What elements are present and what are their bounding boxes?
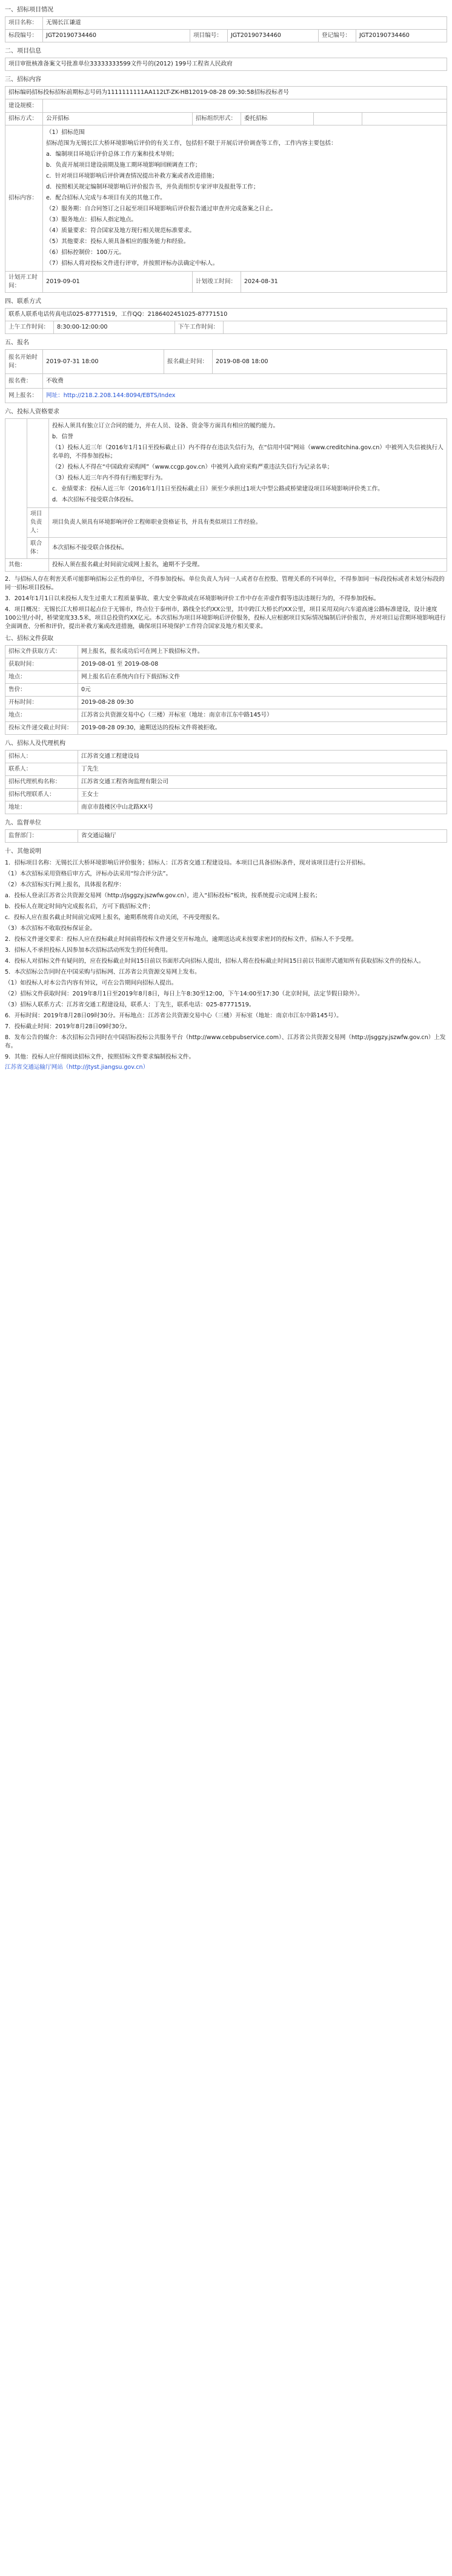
plan-end-value: 2024-08-31 [241,272,447,293]
bid-no-label: 项目编号： [190,30,227,42]
fee-value: 不收费 [43,374,447,389]
content-item: （6）招标控制价：100万元。 [46,249,125,256]
note-paragraph: （2）招标文件获取时间：2019年8月1日至2019年8月8日，每日上午8:30至12:00，下午14:00至17:30（北京时间，法定节假日除外）。 [5,991,364,997]
note-paragraph: 3．2014年1月1日以来投标人发生过重大工程质量事故、重大安全事故或在环境影响评价工作中存在弄虚作假等违法违规行为的，不得参加投标。 [5,595,380,602]
section-10-title: 十、其他说明 [5,848,41,855]
content-block [43,125,447,272]
qual-item: 投标人须具有独立订立合同的能力，并在人员、设备、资金等方面具有相应的履约能力。 [52,423,279,429]
note-paragraph: （3）招标人联系方式：江苏省交通工程建设局，联系人：丁先生，联系电话：025-87771519。 [5,1002,255,1008]
tenderer-row-value: 丁先生 [78,763,447,776]
method-label: 招标方式： [5,113,43,125]
reg-no-value: JGT20190734460 [356,30,447,42]
content-item: （5）其他要求：投标人须具备相应的服务能力和经验。 [46,238,190,245]
org-label: 招标组织形式： [192,113,241,125]
note-paragraph: a．投标人登录江苏省公共资源交易网（http://jsggzy.jszwfw.gov.cn），进入“招标投标”板块，按系统提示完成网上报名； [5,892,321,899]
online-label: 网上报名： [5,389,43,403]
note-paragraph: b．投标人在规定时间内完成报名后，方可下载招标文件； [5,903,154,910]
acquisition-row-label: 投标文件递交截止时间： [5,722,78,735]
reg-end-value: 2019-08-08 18:00 [213,350,447,374]
pm-value [224,321,447,334]
approval-table [5,58,447,71]
acquisition-row-value: 2019-08-28 09:30 [78,697,447,709]
acquisition-row-label: 地点： [5,709,78,722]
acquisition-row [5,684,447,697]
tenderer-row-value: 南京市鼓楼区中山北路XX号 [78,801,447,814]
joint-text: 本次招标不接受联合体投标。 [49,538,447,559]
qual-item: （2）投标人不得在“中国政府采购网”（www.ccgp.gov.cn）中被列入政府采购严重违法失信行为记录名单； [52,464,333,470]
plan-start-label: 计划开工时间： [5,272,43,293]
qual-item: d．本次招标不接受联合体投标。 [52,497,138,503]
acquisition-row-value: 网上报名，报名成功后可在网上下载招标文件。 [78,646,447,658]
acquisition-row [5,671,447,684]
pm-label: 下午工作时间： [175,321,224,334]
note-paragraph: 1．招标项目名称：无锡长江大桥环境影响后评价服务；招标人：江苏省交通工程建设局。本项目已具备招标条件，现对该项目进行公开招标。 [5,860,369,866]
section-no-value: JGT20190734460 [43,30,190,42]
tenderer-row [5,776,447,789]
note-paragraph: 3．招标人不承担投标人因参加本次招标活动所发生的任何费用。 [5,947,171,954]
qual-items-label [27,419,49,508]
section-6-title: 六、投标人资格要求 [5,409,59,415]
tenderer-row [5,801,447,814]
acquisition-row-value: 2019-08-01 至 2019-08-08 [78,658,447,671]
section-no-label: 标段编号： [5,30,43,42]
tenderer-row [5,789,447,801]
joint-label: 联合体： [27,538,49,559]
fee-label: 报名费： [5,374,43,389]
tenderer-row [5,763,447,776]
method-value: 公开招标 [43,113,193,125]
reg-end-label: 报名截止时间： [164,350,213,374]
note-paragraph: （1）本次招标采用资格后审方式，评标办法采用“综合评分法”。 [5,871,172,877]
bid-no-value: JGT20190734460 [227,30,318,42]
reg-start-label: 报名开始时间： [5,350,43,374]
acquisition-row-label: 招标文件获取方式： [5,646,78,658]
acquisition-row-value: 2019-08-28 09:30，逾期送达的投标文件将被拒收。 [78,722,447,735]
note-paragraph: 9．其他：投标人应仔细阅读招标文件，按照招标文件要求编制投标文件。 [5,1054,195,1060]
supervisor-table [5,829,447,843]
qual-item: （3）投标人近三年内不得有行贿犯罪行为。 [52,475,167,481]
acquisition-row [5,709,447,722]
section-7-title: 七、招标文件获取 [5,635,53,642]
qualification-notes [5,574,447,632]
content-item: a．编制项目环境后评价总体工作方案和技术导则； [46,151,178,158]
project-name-value: 无锡长江谦道 [43,17,447,30]
acquisition-row-value: 江苏省公共资源交易中心（三楼）开标室（地址：南京市江东中路145号） [78,709,447,722]
supervisor-label: 监督部门： [5,830,78,843]
content-item: （3）服务地点：招标人指定地点。 [46,216,138,223]
acquisition-row [5,646,447,658]
plan-end-label: 计划竣工时间： [192,272,241,293]
note-paragraph: 7．投标截止时间：2019年8月28日09时30分。 [5,1023,131,1030]
acquisition-row [5,722,447,735]
contact-line: 联系人联系电话传真电话025-87771519，工作QQ：2186402451025-87771510 [5,309,447,321]
other-notes [5,858,447,1072]
approval-text: 项目审批核准备案文号批准单位33333333599文件号的(2012) 199号工程省人民政府 [5,58,447,71]
project-name-label: 项目名称： [5,17,43,30]
scope-row: 招标编码招标投标招标前期标志号码为1111111111AA112LT-ZK-HB12019-08-28 09:30:58招标投标者号 [5,87,447,99]
other-text: 投标人须在报名截止时间前完成网上报名，逾期不予受理。 [49,559,447,572]
acquisition-row-value: 0元 [78,684,447,697]
content-item: （7）招标人将对投标文件进行评审，并按照评标办法确定中标人。 [46,260,219,267]
tenderer-row-value: 江苏省交通工程咨询监理有限公司 [78,776,447,789]
section-8-title: 八、招标人及代理机构 [5,740,65,747]
am-label: 上午工作时间： [5,321,54,334]
note-paragraph: （2）本次招标实行网上报名，具体报名程序： [5,882,125,888]
content-item: （1）招标范围 [46,129,85,136]
note-paragraph: 8．发布公告的媒介：本次招标公告同时在中国招标投标公共服务平台（http://www.cebpubservice.com）、江苏省公共资源交易网（http://jsggzy.jszwfw.gov.cn）上发布。 [5,1034,446,1049]
tenderer-row-label: 联系人： [5,763,78,776]
footer-link[interactable]: 江苏省交通运输厅网站（http://jtyst.jiangsu.gov.cn） [5,1064,149,1071]
acquisition-row [5,658,447,671]
personnel-label: 项目负责人： [27,508,49,538]
note-paragraph: 4．投标人对招标文件有疑问的，应在投标截止时间15日前以书面形式向招标人提出，招标人将在投标截止时间15日前以书面形式通知所有获取招标文件的投标人。 [5,958,425,965]
qual-item: c．业绩要求：投标人近三年（2016年1月1日至投标截止日）须至少承担过1项大中型公路或桥梁建设项目环境影响评价类工作。 [52,486,384,492]
qualification-table [5,418,447,572]
qual-items-block [49,419,447,508]
content-item: c．针对项目环境影响后评价调查情况提出补救方案或者改进措施； [46,173,218,179]
section-4-title: 四、联系方式 [5,298,41,305]
section-2-title: 二、项目信息 [5,48,41,55]
tenderer-row-label: 招标代理机构名称： [5,776,78,789]
doc-acquisition-table [5,645,447,735]
note-paragraph: 5．本次招标公告同时在中国采购与招标网、江苏省公共资源交易网上发布。 [5,969,201,975]
note-paragraph: c．投标人应在报名截止时间前完成网上报名，逾期系统将自动关闭，不再受理报名。 [5,914,224,921]
tenderer-table [5,750,447,814]
reg-start-value: 2019-07-31 18:00 [43,350,164,374]
section-3-title: 三、招标内容 [5,76,41,83]
reg-no-label: 登记编号： [318,30,356,42]
content-item: （4）质量要求：符合国家及地方现行相关规范标准要求。 [46,227,195,234]
note-paragraph: 2．投标文件递交要求：投标人应在投标截止时间前将投标文件递交至开标地点，逾期送达或未按要求密封的投标文件，招标人不予受理。 [5,936,357,943]
personnel-text: 项目负责人须具有环境影响评价工程师职业资格证书，并具有类似项目工作经验。 [49,508,447,538]
note-paragraph: 4．项目概况：无锡长江大桥项目起点位于无锡市，终点位于泰州市，路线全长约XX公里，其中跨江大桥长约XX公里，项目采用双向六车道高速公路标准建设，设计速度100公里/小时，桥梁宽度33.5米，项目总投资约XX亿元。本次招标为项目环境影响后评价服务，投标人应根据项目实际情况编制后评价报告，并对项目运营期环境影响进行全面调查、分析和评价，提出补救方案或改进措施，确保项目环境保护工作符合国家及地方相关要求。 [5,606,446,630]
project-info-table [5,16,447,42]
acquisition-row-label: 售价： [5,684,78,697]
tenderer-row-label: 招标代理联系人： [5,789,78,801]
content-item: e．配合招标人完成与本项目有关的其他工作。 [46,195,166,201]
supervisor-value: 省交通运输厅 [78,830,447,843]
qual-group-cell [5,419,27,559]
org-value: 委托招标 [241,113,313,125]
am-value: 8:30:00-12:00:00 [54,321,175,334]
tenderer-row-label: 地址： [5,801,78,814]
note-paragraph: 2．与招标人存在利害关系可能影响招标公正性的单位，不得参加投标。单位负责人为同一人或者存在控股、管理关系的不同单位，不得参加同一标段投标或者未划分标段的同一招标项目投标。 [5,576,445,591]
section-9-title: 九、监督单位 [5,820,41,826]
content-item: b．负责开展项目建设前期及施工期环境影响回顾调查工作； [46,162,201,169]
acquisition-row [5,697,447,709]
note-paragraph: 6．开标时间：2019年8月28日09时30分。开标地点：江苏省公共资源交易中心（三楼）开标室（地址：南京市江东中路145号）。 [5,1012,342,1019]
note-paragraph: （1）如投标人对本公告内容有异议，可在公告期间向招标人提出。 [5,980,178,986]
scale-label: 建设规模： [5,99,43,113]
content-item: 招标范围为无锡长江大桥环境影响后评价的有关工作，包括但不限于开展后评价调查等工作，工作内容主要包括： [46,140,337,147]
section-1-title: 一、招标项目情况 [5,7,53,13]
other-label: 其他： [5,559,49,572]
qual-item: （1）投标人近三年（2016年1月1日至投标截止日）内不得存在违法失信行为，在“信用中国”网站（www.creditchina.gov.cn）中被列入失信被执行人名单的，不得参加投标； [52,444,444,460]
acquisition-row-label: 地点： [5,671,78,684]
tenderer-row-label: 招标人： [5,751,78,763]
note-paragraph: （3）本次招标不收取投标保证金。 [5,925,96,932]
content-item: （2）服务期：自合同签订之日起至项目环境影响后评价报告通过审查并完成备案之日止。 [46,206,277,212]
tenderer-row-value: 王女士 [78,789,447,801]
tenderer-row [5,751,447,763]
content-label: 招标内容： [5,125,43,272]
scale-value [43,99,447,113]
registration-table [5,349,447,403]
tenderer-row-value: 江苏省交通工程建设局 [78,751,447,763]
section-5-title: 五、报名 [5,340,29,346]
acquisition-row-label: 开标时间： [5,697,78,709]
scope-table [5,86,447,293]
acquisition-row-label: 获取时间： [5,658,78,671]
acquisition-row-value: 网上报名后在系统内自行下载招标文件 [78,671,447,684]
contact-table [5,308,447,334]
qual-item: b．信誉 [52,433,73,440]
plan-start-value: 2019-09-01 [43,272,193,293]
content-item: d．按照相关规定编制环境影响后评价报告书，并负责组织专家评审及报批等工作； [46,184,259,190]
online-link[interactable]: 网址：http://218.2.208.144:8094/EBTS/Index [43,389,447,403]
